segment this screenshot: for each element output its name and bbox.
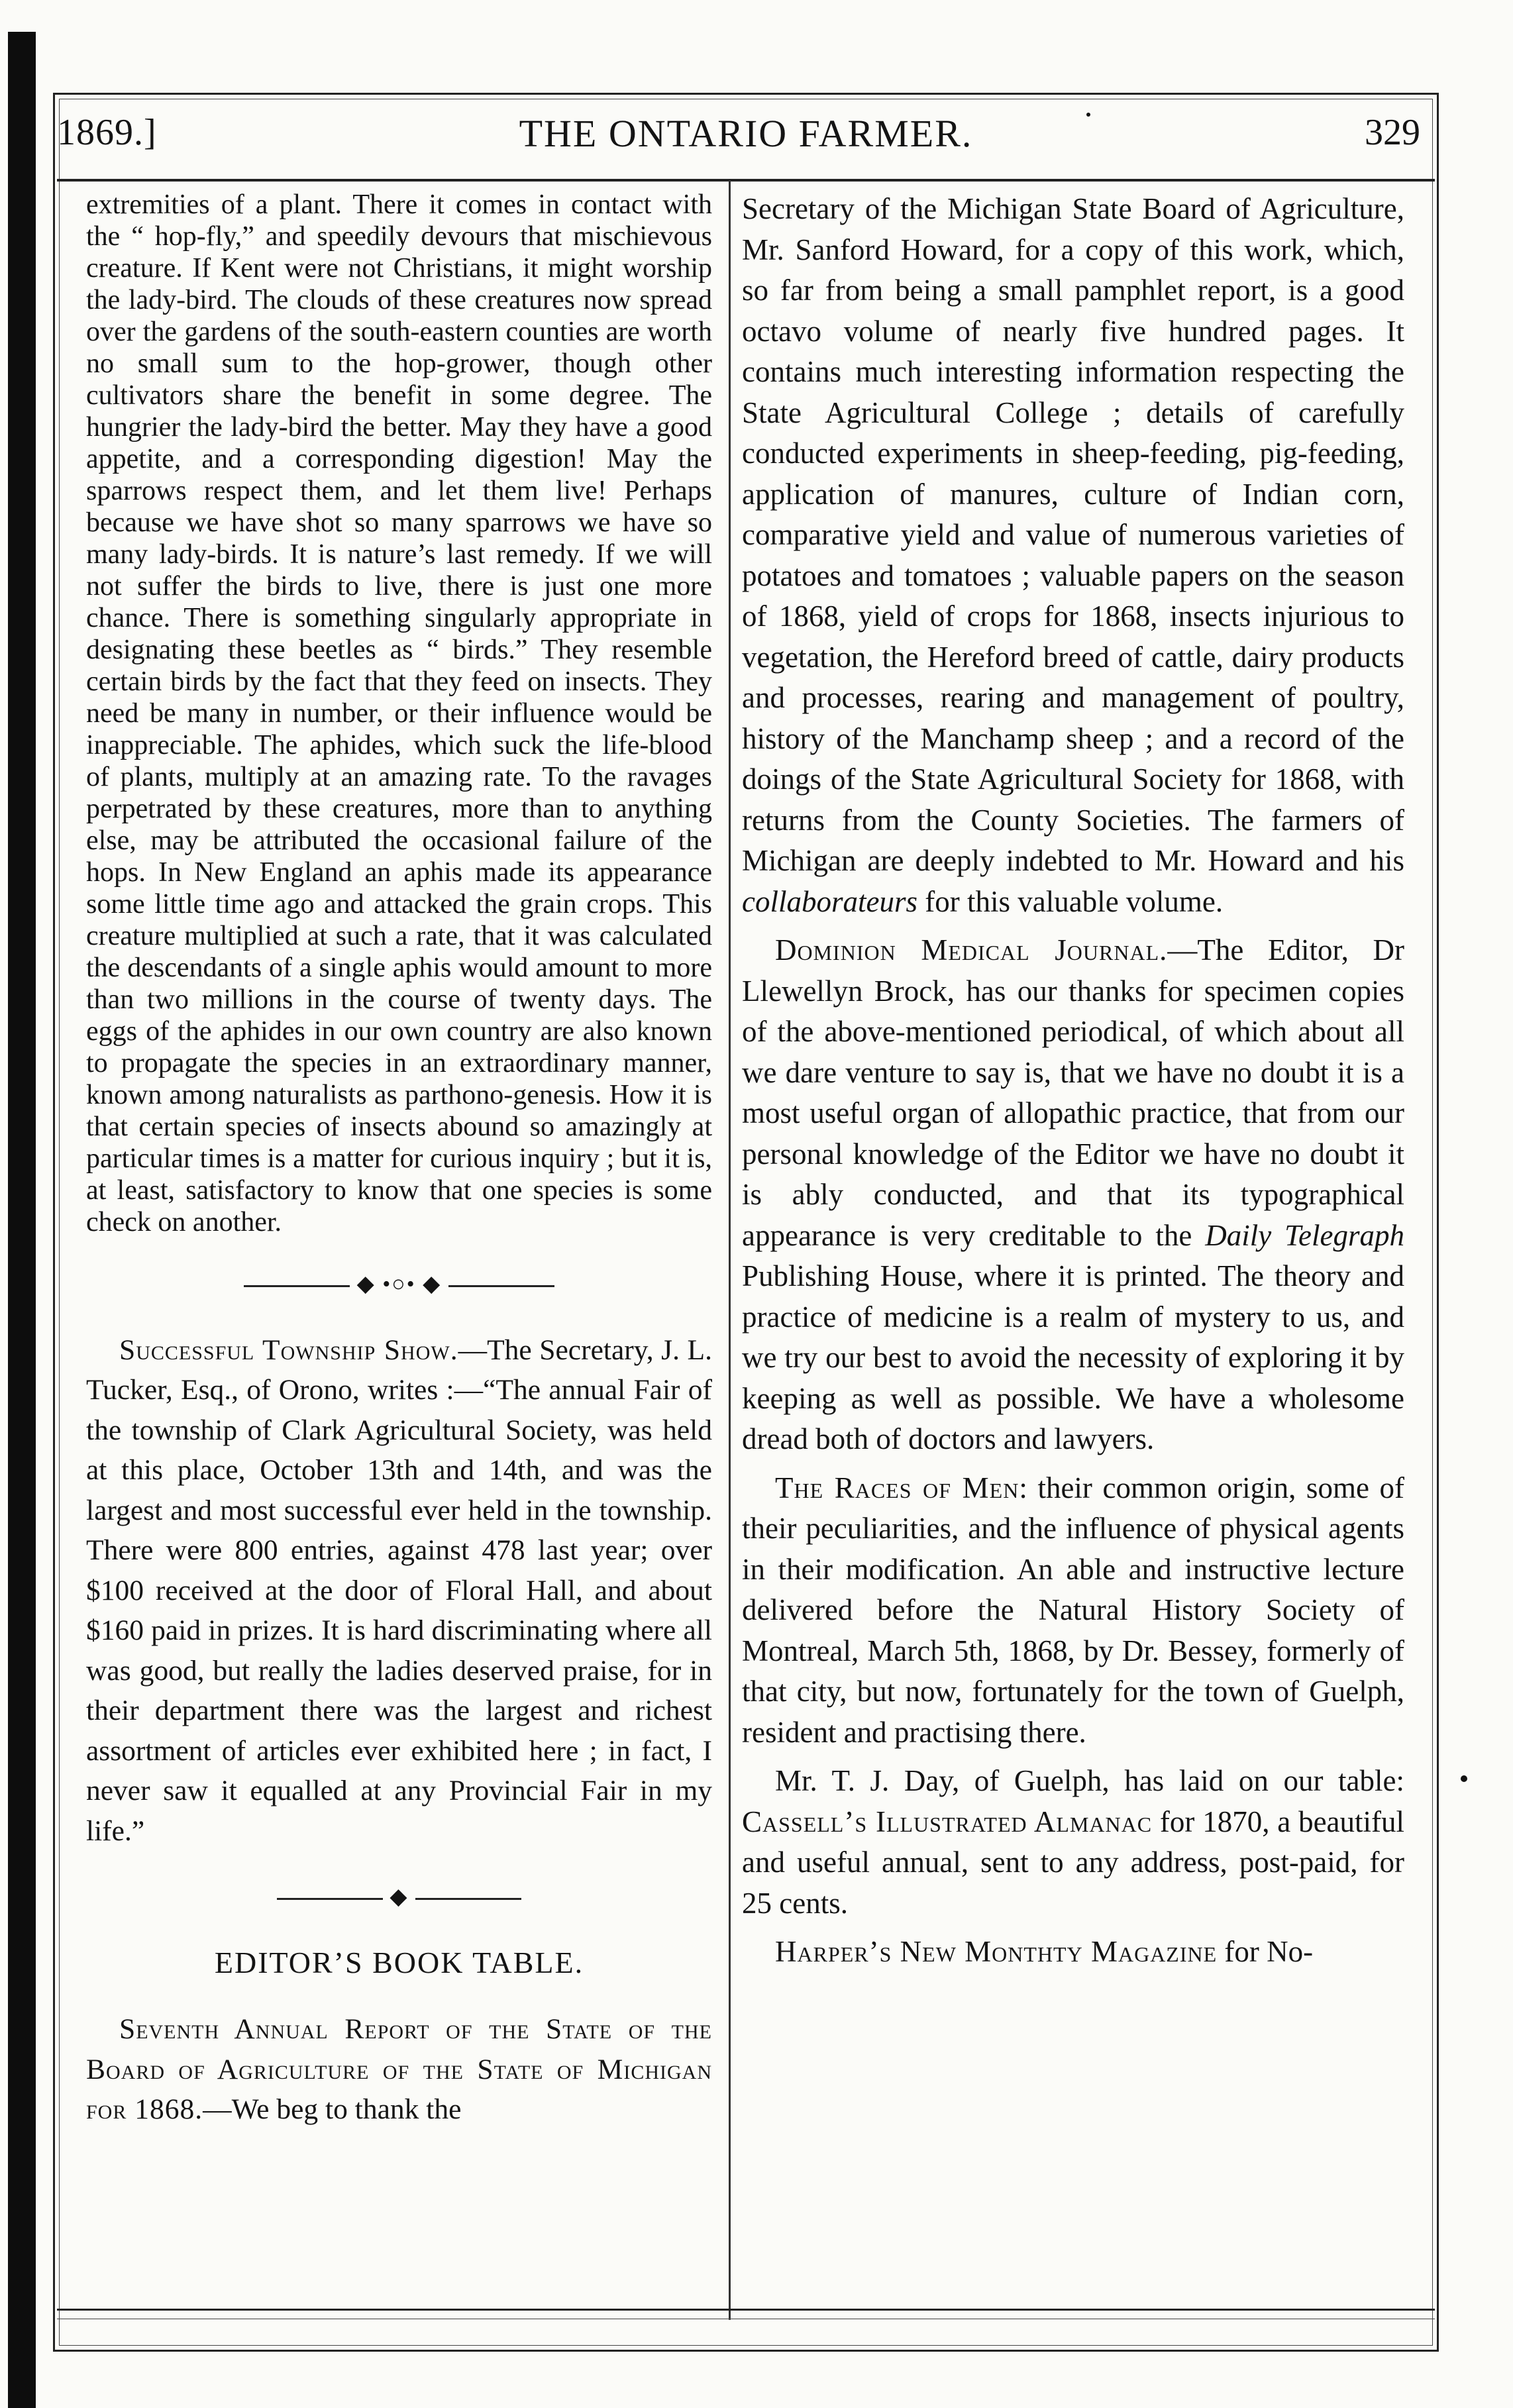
harpers-heading: Harper’s New Monthty Magazine — [775, 1935, 1218, 1968]
michigan-report-text: Secretary of the Michigan State Board of Agriculture, Mr. Sanford Howard, for a copy of this work, which, so far from being a small pamphlet report, is a good octavo volume of nearly five hundred pages. It contains much interesting information respecting the State Agricultural College ; details of carefully conducted experiments in sheep-feeding, pig-feeding, application of manures, culture of Indian corn, comparative yield and value of numerous varieties of potatoes and tomatoes ; valuable papers on the season of 1868, yield of crops for 1868, insects injurious to vegetation, the Hereford breed of cattle, dairy products and processes, rearing and management of poultry, history of the Manchamp sheep ; and a record of the doings of the State Agricultural Society for 1868, with returns from the County Societies. The farmers of Michigan are deeply indebted to Mr. Howard and his — [742, 192, 1404, 877]
medical-journal-heading: Dominion Medical Journal. — [775, 933, 1168, 967]
township-show-article — [86, 1330, 712, 1852]
harpers-article — [742, 1932, 1404, 1973]
michigan-report-text-start: —We beg to thank the — [203, 2093, 462, 2125]
almanac-title: Cassell’s Illustrated Almanac — [742, 1805, 1153, 1838]
left-column — [86, 189, 712, 2130]
township-show-text: —The Secretary, J. L. Tucker, Esq., of Orono, writes :—“The annual Fair of the township of Clark Agricultural Society, was held at this place, October 13th and 14th, and was the largest and most successful ever held in the township. There were 800 entries, against 478 last year; over $100 received at the door of Floral Hall, and about $160 paid in prizes. It is hard discriminating where all was good, but really the ladies deserved praise, for in their department there was the largest and richest assortment of articles ever exhibited here ; in fact, I never saw it equalled at any Provincial Fair in my life.” — [86, 1334, 712, 1847]
section-ornament: ◆ — [86, 1877, 712, 1918]
header-rule — [57, 179, 1435, 182]
ink-speck — [1086, 113, 1090, 117]
michigan-report-heading: Seventh Annual Report of the State of the Board of Agriculture of the State of Michigan for 1868. — [86, 2013, 712, 2125]
medical-journal-text-end: Publishing House, where it is printed. The theory and practice of medicine is a realm of mystery to us, and we try our best to avoid the necessity of exploring it by keeping as well as possible. We have a wholesome dread both of doctors and lawyers. — [742, 1259, 1404, 1455]
page-binding-edge — [8, 32, 36, 2408]
races-of-men-text: : their common origin, some of their peculiarities, and the influence of physical agents in their modification. An able and instructive lecture delivered before the Natural History Society of Montreal, March 5th, 1868, by Dr. Bessey, formerly of that city, but now, fortunately for the town of Guelph, resident and practising there. — [742, 1471, 1404, 1749]
section-ornament: ◆ •○• ◆ — [86, 1265, 712, 1305]
ink-speck — [1461, 1775, 1467, 1782]
day-text: Mr. T. J. Day, of Guelph, has laid on our table: — [775, 1764, 1404, 1797]
section-title: EDITOR’S BOOK TABLE. — [214, 1945, 584, 1979]
medical-journal-text: —The Editor, Dr Llewellyn Brock, has our thanks for specimen copies of the above-mentioned periodical, of which about all we dare venture to say is, that we have no doubt it is a most useful organ of allopathic practice, that from our personal knowledge of the Editor we have no doubt it is ably conducted, and that its typographical appearance is very creditable to the — [742, 933, 1404, 1252]
michigan-report-text-end: for this valuable volume. — [917, 884, 1224, 918]
footer-rule — [57, 2309, 1435, 2311]
michigan-report-continued — [742, 189, 1404, 922]
medical-journal-article — [742, 930, 1404, 1460]
day-almanac-article — [742, 1761, 1404, 1924]
township-show-heading: Successful Township Show. — [119, 1334, 458, 1366]
collaborateurs-text: collaborateurs — [742, 884, 917, 918]
harpers-text: for No- — [1217, 1935, 1314, 1968]
ladybird-paragraph: extremities of a plant. There it comes in contact with the “ hop-fly,” and speedily devours that mischievous creature. If Kent were not Christians, it might worship the lady-bird. The clouds of these creatures now spread over the gardens of the south-eastern counties are worth no small sum to the hop-grower, though other cultivators share the benefit in some degree. The hungrier the lady-bird the better. May they have a good appetite, and a corresponding digestion! May the sparrows respect them, and let them live! Perhaps because we have shot so many sparrows we have so many lady-birds. It is nature’s last remedy. If we will not suffer the birds to live, there is just one more chance. There is something singularly appropriate in designating these beetles as “ birds.” They resemble certain birds by the fact that they feed on insects. They need be many in number, or their influence would be inappreciable. The aphides, which suck the life-blood of plants, multiply at an amazing rate. To the ravages perpetrated by these creatures, more than to anything else, may be attributed the occasional failure of the hops. In New England an aphis made its appearance some little time ago and attacked the grain crops. This creature multiplied at such a rate, that it was calculated the descendants of a single aphis would amount to more than two millions in the course of twenty days. The eggs of the aphides in our own country are also known to propagate the species in an extraordinary manner, known among naturalists as parthono-genesis. How it is that certain species of insects abound so amazingly at particular times is a matter for curious inquiry ; but it is, at least, satisfactory to know that one species is some check on another. — [86, 189, 712, 1237]
header-year: 1869.] — [57, 112, 157, 153]
day-text-end: for 1870, a beautiful and useful annual, sent to any address, post-paid, for 25 cents. — [742, 1805, 1405, 1920]
races-of-men-heading: The Races of Men — [775, 1471, 1019, 1504]
races-of-men-article — [742, 1468, 1404, 1754]
page-title: THE ONTARIO FARMER. — [519, 112, 973, 155]
column-divider — [729, 180, 731, 2320]
right-column — [742, 189, 1404, 1973]
page-number: 329 — [1365, 112, 1420, 153]
michigan-report-article — [86, 2009, 712, 2130]
running-header — [57, 99, 1435, 172]
daily-telegraph-text: Daily Telegraph — [1205, 1218, 1404, 1252]
